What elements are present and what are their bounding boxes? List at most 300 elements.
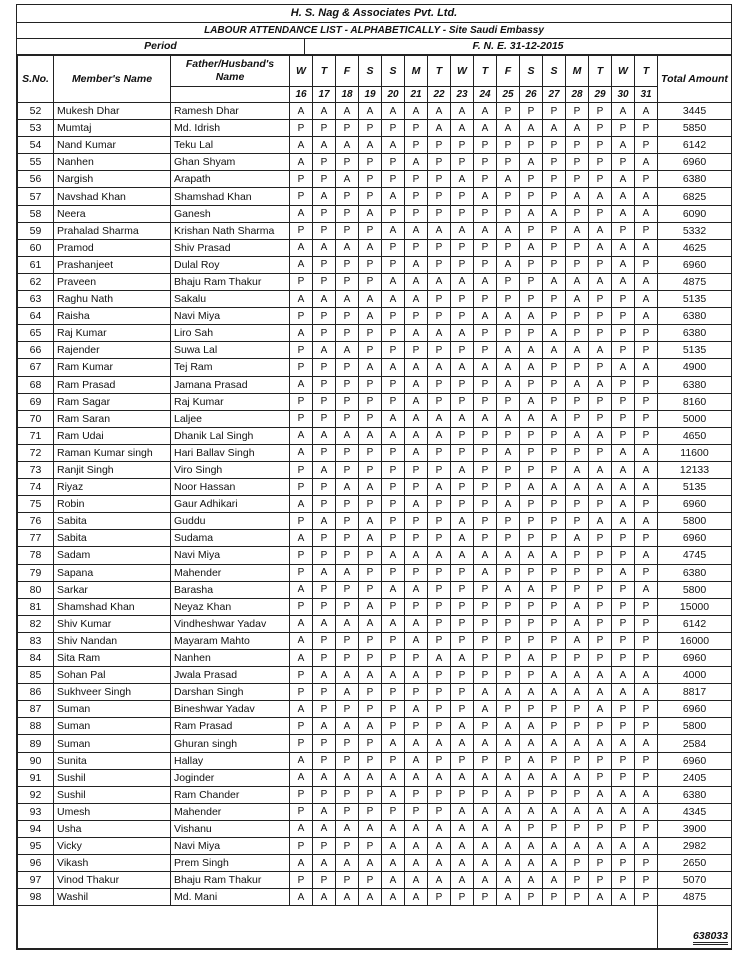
attendance-cell: P [612, 120, 635, 137]
attendance-cell: A [635, 803, 658, 820]
attendance-cell: P [543, 530, 566, 547]
table-row [18, 581, 732, 598]
father-name-cell: Jamana Prasad [171, 376, 290, 393]
attendance-cell: P [589, 444, 612, 461]
attendance-cell: A [635, 205, 658, 222]
attendance-cell: P [428, 171, 451, 188]
attendance-cell: P [313, 154, 336, 171]
attendance-cell: P [405, 530, 428, 547]
attendance-cell: P [635, 701, 658, 718]
member-name-cell: Umesh [54, 803, 171, 820]
table-row [18, 530, 732, 547]
attendance-cell: P [428, 291, 451, 308]
table-row [18, 171, 732, 188]
attendance-cell: P [635, 530, 658, 547]
member-name-cell: Vikash [54, 855, 171, 872]
day-header: T [589, 56, 612, 87]
day-header: S [359, 56, 382, 87]
attendance-cell: P [336, 376, 359, 393]
sno-cell: 81 [18, 598, 54, 615]
attendance-cell: P [405, 803, 428, 820]
attendance-cell: P [428, 701, 451, 718]
attendance-cell: P [520, 598, 543, 615]
attendance-cell: A [635, 103, 658, 120]
attendance-cell: P [497, 188, 520, 205]
attendance-cell: P [497, 650, 520, 667]
date-header: 28 [566, 87, 589, 103]
table-row [18, 752, 732, 769]
attendance-cell: P [313, 273, 336, 290]
table-row [18, 496, 732, 513]
attendance-cell: A [566, 838, 589, 855]
attendance-cell: P [589, 632, 612, 649]
member-name-cell: Pramod [54, 239, 171, 256]
attendance-cell: A [405, 889, 428, 906]
father-name-cell: Sakalu [171, 291, 290, 308]
attendance-cell: P [566, 239, 589, 256]
attendance-cell: P [451, 376, 474, 393]
attendance-cell: P [428, 615, 451, 632]
member-name-cell: Sabita [54, 530, 171, 547]
father-name-cell: Navi Miya [171, 838, 290, 855]
amount-cell: 4650 [658, 427, 732, 444]
attendance-cell: P [359, 564, 382, 581]
attendance-cell: A [451, 103, 474, 120]
attendance-cell: P [566, 103, 589, 120]
father-name-cell: Prem Singh [171, 855, 290, 872]
attendance-cell: P [313, 256, 336, 273]
attendance-cell: P [566, 513, 589, 530]
amount-cell: 3900 [658, 820, 732, 837]
attendance-cell: P [543, 291, 566, 308]
table-row [18, 872, 732, 889]
attendance-cell: P [520, 291, 543, 308]
attendance-cell: P [405, 171, 428, 188]
table-row [18, 222, 732, 239]
father-name-cell: Raj Kumar [171, 393, 290, 410]
attendance-cell: P [474, 342, 497, 359]
member-name-cell: Raman Kumar singh [54, 444, 171, 461]
attendance-cell: A [290, 615, 313, 632]
attendance-cell: P [566, 444, 589, 461]
attendance-cell: P [290, 735, 313, 752]
attendance-cell: P [405, 564, 428, 581]
attendance-cell: P [520, 171, 543, 188]
attendance-cell: A [359, 205, 382, 222]
attendance-cell: P [543, 615, 566, 632]
attendance-cell: P [589, 855, 612, 872]
attendance-cell: A [520, 752, 543, 769]
father-name-cell: Mahender [171, 564, 290, 581]
attendance-cell: P [474, 598, 497, 615]
attendance-cell: A [566, 615, 589, 632]
attendance-cell: P [635, 872, 658, 889]
sno-cell: 59 [18, 222, 54, 239]
attendance-cell: P [474, 239, 497, 256]
attendance-cell: A [382, 581, 405, 598]
attendance-cell: A [451, 461, 474, 478]
father-name-cell: Neyaz Khan [171, 598, 290, 615]
attendance-cell: P [497, 598, 520, 615]
attendance-cell: P [566, 701, 589, 718]
sno-cell: 72 [18, 444, 54, 461]
attendance-cell: P [313, 410, 336, 427]
attendance-cell: A [520, 120, 543, 137]
attendance-cell: P [428, 803, 451, 820]
father-name-cell: Jwala Prasad [171, 667, 290, 684]
attendance-cell: A [497, 359, 520, 376]
attendance-cell: P [382, 256, 405, 273]
attendance-cell: P [589, 171, 612, 188]
father-name-cell: Mayaram Mahto [171, 632, 290, 649]
attendance-cell: P [382, 308, 405, 325]
date-header: 22 [428, 87, 451, 103]
attendance-cell: A [405, 427, 428, 444]
attendance-cell: A [405, 872, 428, 889]
member-name-cell: Prashanjeet [54, 256, 171, 273]
father-name-cell: Shamshad Khan [171, 188, 290, 205]
attendance-cell: A [520, 718, 543, 735]
table-row [18, 103, 732, 120]
sno-cell: 94 [18, 820, 54, 837]
day-header: W [612, 56, 635, 87]
amount-cell: 8817 [658, 684, 732, 701]
attendance-cell: A [497, 581, 520, 598]
attendance-cell: A [382, 273, 405, 290]
member-name-cell: Neera [54, 205, 171, 222]
attendance-cell: P [451, 291, 474, 308]
attendance-cell: A [497, 855, 520, 872]
attendance-cell: A [474, 872, 497, 889]
father-name-cell: Mahender [171, 803, 290, 820]
attendance-cell: P [290, 171, 313, 188]
attendance-cell: P [405, 342, 428, 359]
attendance-cell: P [589, 205, 612, 222]
attendance-cell: A [543, 120, 566, 137]
attendance-cell: A [566, 291, 589, 308]
amount-cell: 2982 [658, 838, 732, 855]
sno-cell: 97 [18, 872, 54, 889]
sno-cell: 83 [18, 632, 54, 649]
attendance-cell: P [359, 632, 382, 649]
attendance-cell: A [589, 376, 612, 393]
amount-cell: 5135 [658, 291, 732, 308]
attendance-cell: P [543, 188, 566, 205]
attendance-cell: A [290, 496, 313, 513]
attendance-cell: P [566, 393, 589, 410]
attendance-cell: A [497, 735, 520, 752]
attendance-cell: P [612, 427, 635, 444]
table-row [18, 154, 732, 171]
attendance-cell: P [543, 581, 566, 598]
attendance-cell: A [543, 769, 566, 786]
attendance-cell: P [612, 222, 635, 239]
attendance-cell: P [428, 752, 451, 769]
attendance-cell: P [382, 496, 405, 513]
attendance-cell: A [382, 103, 405, 120]
attendance-cell: P [428, 684, 451, 701]
table-row [18, 513, 732, 530]
member-name-cell: Sabita [54, 513, 171, 530]
father-name-cell: Gaur Adhikari [171, 496, 290, 513]
attendance-cell: A [405, 838, 428, 855]
amount-cell: 3445 [658, 103, 732, 120]
father-name-cell: Dulal Roy [171, 256, 290, 273]
attendance-cell: A [382, 769, 405, 786]
attendance-cell: A [612, 564, 635, 581]
day-header: S [382, 56, 405, 87]
attendance-cell: A [612, 256, 635, 273]
attendance-cell: A [313, 667, 336, 684]
attendance-cell: P [336, 222, 359, 239]
attendance-cell: P [313, 479, 336, 496]
attendance-cell: P [520, 701, 543, 718]
attendance-cell: A [451, 410, 474, 427]
attendance-cell: A [359, 239, 382, 256]
attendance-cell: A [405, 581, 428, 598]
sno-cell: 71 [18, 427, 54, 444]
attendance-cell: A [474, 222, 497, 239]
attendance-cell: A [336, 889, 359, 906]
attendance-cell: P [612, 718, 635, 735]
attendance-cell: P [635, 650, 658, 667]
attendance-cell: A [566, 273, 589, 290]
date-header: 31 [635, 87, 658, 103]
attendance-cell: P [612, 154, 635, 171]
member-name-cell: Suman [54, 701, 171, 718]
attendance-cell: A [566, 530, 589, 547]
attendance-cell: P [313, 222, 336, 239]
attendance-cell: P [520, 444, 543, 461]
member-name-cell: Prahalad Sharma [54, 222, 171, 239]
attendance-cell: P [336, 735, 359, 752]
attendance-cell: A [589, 838, 612, 855]
member-name-cell: Rajender [54, 342, 171, 359]
father-name-cell: Nanhen [171, 650, 290, 667]
attendance-cell: P [428, 496, 451, 513]
table-row [18, 273, 732, 290]
attendance-cell: A [336, 769, 359, 786]
attendance-cell: P [612, 530, 635, 547]
attendance-cell: P [428, 239, 451, 256]
attendance-cell: P [451, 632, 474, 649]
sno-cell: 66 [18, 342, 54, 359]
attendance-cell: A [382, 786, 405, 803]
sno-cell: 67 [18, 359, 54, 376]
amount-cell: 8160 [658, 393, 732, 410]
attendance-cell: P [359, 803, 382, 820]
attendance-cell: P [313, 171, 336, 188]
attendance-cell: A [474, 308, 497, 325]
attendance-cell: P [635, 564, 658, 581]
attendance-cell: P [428, 461, 451, 478]
attendance-cell: P [382, 632, 405, 649]
father-name-cell: Krishan Nath Sharma [171, 222, 290, 239]
attendance-cell: P [382, 154, 405, 171]
attendance-cell: A [313, 427, 336, 444]
attendance-cell: A [635, 359, 658, 376]
attendance-cell: A [405, 359, 428, 376]
table-row [18, 359, 732, 376]
attendance-cell: P [313, 530, 336, 547]
sno-cell: 80 [18, 581, 54, 598]
attendance-cell: P [566, 496, 589, 513]
attendance-cell: P [313, 376, 336, 393]
attendance-cell: P [520, 188, 543, 205]
attendance-cell: P [520, 273, 543, 290]
father-name-cell: Liro Sah [171, 325, 290, 342]
attendance-cell: A [612, 137, 635, 154]
attendance-cell: A [313, 803, 336, 820]
attendance-cell: P [313, 496, 336, 513]
attendance-cell: A [543, 684, 566, 701]
attendance-cell: A [497, 547, 520, 564]
day-header: F [336, 56, 359, 87]
amount-cell: 5135 [658, 342, 732, 359]
attendance-cell: P [313, 393, 336, 410]
attendance-cell: P [451, 205, 474, 222]
day-header: T [428, 56, 451, 87]
attendance-cell: P [290, 667, 313, 684]
day-header: W [290, 56, 313, 87]
attendance-cell: A [520, 684, 543, 701]
attendance-cell: P [520, 820, 543, 837]
attendance-cell: A [451, 273, 474, 290]
attendance-cell: A [520, 359, 543, 376]
attendance-cell: P [382, 325, 405, 342]
sno-cell: 54 [18, 137, 54, 154]
attendance-cell: A [405, 325, 428, 342]
attendance-cell: A [451, 359, 474, 376]
attendance-cell: A [382, 615, 405, 632]
table-row [18, 325, 732, 342]
attendance-cell: P [612, 376, 635, 393]
attendance-cell: P [428, 188, 451, 205]
attendance-cell: A [428, 103, 451, 120]
attendance-cell: P [474, 325, 497, 342]
attendance-cell: P [589, 581, 612, 598]
amount-cell: 5000 [658, 410, 732, 427]
attendance-cell: A [589, 188, 612, 205]
attendance-cell: A [382, 872, 405, 889]
attendance-cell: P [451, 667, 474, 684]
attendance-cell: A [382, 667, 405, 684]
attendance-cell: P [313, 632, 336, 649]
attendance-cell: A [635, 838, 658, 855]
attendance-cell: A [612, 273, 635, 290]
attendance-cell: P [520, 786, 543, 803]
attendance-cell: A [428, 855, 451, 872]
amount-cell: 4000 [658, 667, 732, 684]
attendance-cell: A [612, 496, 635, 513]
attendance-cell: P [336, 581, 359, 598]
attendance-cell: P [359, 701, 382, 718]
attendance-cell: P [336, 650, 359, 667]
attendance-cell: A [520, 581, 543, 598]
attendance-cell: A [382, 889, 405, 906]
attendance-cell: P [451, 889, 474, 906]
attendance-cell: A [313, 889, 336, 906]
attendance-cell: A [543, 667, 566, 684]
attendance-cell: A [635, 786, 658, 803]
attendance-cell: A [566, 684, 589, 701]
attendance-cell: P [543, 137, 566, 154]
attendance-cell: P [290, 393, 313, 410]
attendance-cell: A [290, 769, 313, 786]
attendance-cell: A [612, 735, 635, 752]
attendance-cell: A [612, 359, 635, 376]
attendance-cell: A [612, 838, 635, 855]
attendance-cell: P [474, 376, 497, 393]
father-name-cell: Bineshwar Yadav [171, 701, 290, 718]
attendance-cell: P [405, 718, 428, 735]
attendance-cell: P [635, 496, 658, 513]
attendance-cell: P [635, 410, 658, 427]
list-title: LABOUR ATTENDANCE LIST - ALPHABETICALLY - Site Saudi Embassy [17, 23, 731, 39]
attendance-cell: A [566, 479, 589, 496]
attendance-cell: P [543, 154, 566, 171]
attendance-cell: A [589, 667, 612, 684]
attendance-cell: A [474, 120, 497, 137]
attendance-cell: P [451, 137, 474, 154]
table-row [18, 393, 732, 410]
attendance-cell: P [405, 513, 428, 530]
attendance-cell: P [635, 376, 658, 393]
attendance-cell: P [382, 342, 405, 359]
table-row [18, 855, 732, 872]
attendance-cell: A [336, 820, 359, 837]
attendance-cell: A [520, 154, 543, 171]
attendance-cell: P [336, 256, 359, 273]
table-row [18, 239, 732, 256]
attendance-cell: A [497, 838, 520, 855]
attendance-cell: A [313, 188, 336, 205]
table-row [18, 803, 732, 820]
sno-cell: 64 [18, 308, 54, 325]
attendance-cell: P [612, 820, 635, 837]
member-name-cell: Praveen [54, 273, 171, 290]
attendance-cell: A [612, 513, 635, 530]
amount-cell: 4875 [658, 273, 732, 290]
attendance-cell: A [405, 103, 428, 120]
attendance-cell: P [428, 308, 451, 325]
attendance-cell: A [520, 838, 543, 855]
attendance-cell: A [382, 820, 405, 837]
attendance-cell: P [290, 564, 313, 581]
member-name-cell: Sarkar [54, 581, 171, 598]
attendance-cell: P [382, 205, 405, 222]
attendance-cell: P [336, 410, 359, 427]
grand-total-value: 638033 [693, 930, 728, 945]
attendance-cell: A [612, 479, 635, 496]
attendance-cell: P [612, 291, 635, 308]
attendance-cell: P [474, 461, 497, 478]
attendance-cell: P [336, 205, 359, 222]
attendance-cell: A [359, 855, 382, 872]
amount-cell: 6960 [658, 650, 732, 667]
amount-cell: 6960 [658, 154, 732, 171]
attendance-cell: A [451, 855, 474, 872]
attendance-cell: P [290, 342, 313, 359]
attendance-cell: A [612, 803, 635, 820]
attendance-cell: P [451, 342, 474, 359]
attendance-cell: P [589, 752, 612, 769]
attendance-cell: P [382, 530, 405, 547]
table-row [18, 650, 732, 667]
father-name-cell: Ghuran singh [171, 735, 290, 752]
attendance-cell: P [589, 547, 612, 564]
attendance-cell: A [635, 291, 658, 308]
